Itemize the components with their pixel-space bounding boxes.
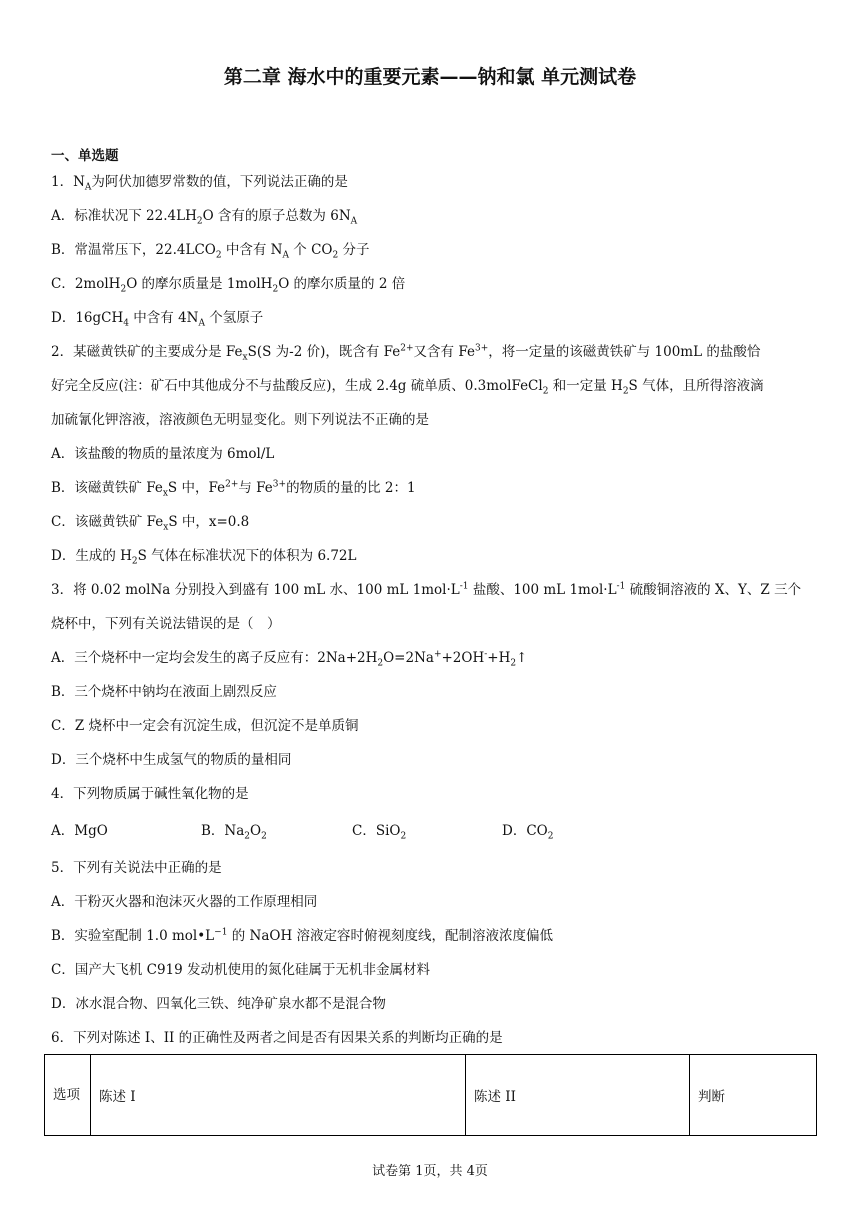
table-header-option: 选项 <box>45 1055 91 1136</box>
question-2-stem-line-2: 好完全反应(注：矿石中其他成分不与盐酸反应)，生成 2.4g 硫单质、0.3molFeCl$_2$ 和一定量 $H_2S$ 气体，且所得溶液滴 <box>51 378 764 397</box>
question-4-stem: 4．下列物质属于碱性氧化物的是 <box>51 786 249 802</box>
question-5-option-a: A．干粉灭火器和泡沫灭火器的工作原理相同 <box>51 894 318 910</box>
question-5-option-c: C．国产大飞机 C919 发动机使用的氮化硅属于无机非金属材料 <box>51 962 431 978</box>
question-1-option-c: C．2molH$_2$O 的摩尔质量是 1molH$_2$O 的摩尔质量的 2 倍 <box>51 276 406 295</box>
table-header-statement-2: 陈述 II <box>466 1055 690 1136</box>
question-2-option-b: B．该磁黄铁矿 $Fe_xS$ 中，$Fe^{2+}$与 $Fe^{3+}$的物质的量的比 2：1 <box>51 479 416 499</box>
question-1-option-b: B．常温常压下，$22.4LCO_2$ 中含有 $N_A$ 个 $CO_2$ 分子 <box>51 242 370 261</box>
question-5-option-d: D．冰水混合物、四氧化三铁、纯净矿泉水都不是混合物 <box>51 996 386 1012</box>
question-1-option-d: D．16gCH$_4$ 中含有 $4N_A$ 个氢原子 <box>51 310 264 329</box>
question-3-option-b: B．三个烧杯中钠均在液面上剧烈反应 <box>51 684 277 700</box>
table-header-row <box>45 1055 817 1136</box>
question-4-option-d: D．$CO_2$ <box>502 823 554 842</box>
question-3-option-d: D．三个烧杯中生成氢气的物质的量相同 <box>51 752 292 768</box>
question-3-stem-line-2: 烧杯中，下列有关说法错误的是（ ） <box>51 616 281 632</box>
question-3-option-c: C．Z 烧杯中一定会有沉淀生成，但沉淀不是单质铜 <box>51 718 359 734</box>
question-6-stem: 6．下列对陈述 I、II 的正确性及两者之间是否有因果关系的判断均正确的是 <box>51 1030 503 1046</box>
question-2-option-a: A．该盐酸的物质的量浓度为 6mol/L <box>51 446 275 462</box>
question-3-stem-line-1: 3．将 0.02 molNa 分别投入到盛有 100 mL 水、100 mL $1mol\cdot L^{-1}$ 盐酸、100 mL $1mol\cdot L^{-1}$ 硫酸铜溶液的 X、Y、Z 三个 <box>51 581 802 598</box>
question-5-option-b: B．实验室配制 1.0 $mol•L^{-1}$ 的 NaOH 溶液定容时俯视刻度线，配制溶液浓度偏低 <box>51 927 554 944</box>
question-4-option-a: A．MgO <box>51 823 108 839</box>
question-5-stem: 5．下列有关说法中正确的是 <box>51 860 222 876</box>
question-4-option-c: C．SiO$_2$ <box>352 823 407 842</box>
question-2-stem-line-3: 加硫氰化钾溶液，溶液颜色无明显变化。则下列说法不正确的是 <box>51 412 429 428</box>
question-4-option-b: B．$Na_2O_2$ <box>201 823 267 842</box>
question-6-table <box>44 1054 817 1136</box>
question-3-option-a: A．三个烧杯中一定均会发生的离子反应有：$2Na+2H_2O=2Na^++2OH^-+H_2↑$ <box>51 649 528 669</box>
page-title: 第二章 海水中的重要元素——钠和氯 单元测试卷 <box>223 66 637 88</box>
page-footer: 试卷第 1页，共 4页 <box>372 1164 488 1179</box>
question-2-stem-line-1: 2．某磁黄铁矿的主要成分是 $Fe_xS(S$ 为-2 价)，既含有 $Fe^{2+}$又含有 $Fe^{3+}$，将一定量的该磁黄铁矿与 100mL 的盐酸恰 <box>51 343 761 363</box>
table-header-statement-1: 陈述 I <box>91 1055 466 1136</box>
question-1-option-a: A．标准状况下 $22.4LH_2O$ 含有的原子总数为 $6N_A$ <box>51 208 358 227</box>
question-2-option-d: D．生成的 $H_2S$ 气体在标准状况下的体积为 6.72L <box>51 548 357 567</box>
question-1-stem: 1．$N_A$为阿伏加德罗常数的值，下列说法正确的是 <box>51 174 348 193</box>
table-header-judgement: 判断 <box>690 1055 817 1136</box>
question-2-option-c: C．该磁黄铁矿 $Fe_xS$ 中，x=0.8 <box>51 514 250 533</box>
section-heading: 一、单选题 <box>51 148 119 164</box>
